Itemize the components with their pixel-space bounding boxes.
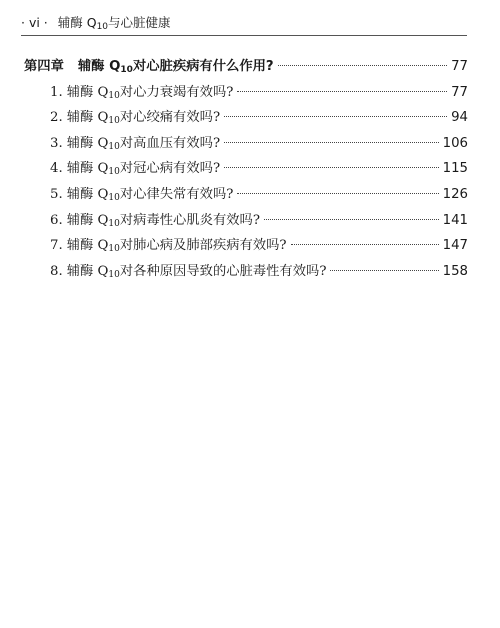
toc-item[interactable] (24, 234, 468, 260)
toc-item[interactable] (24, 209, 468, 235)
item-title: 辅酶 $Q_{10}$对冠心病有效吗? (66, 161, 221, 178)
item-title: 辅酶 $Q_{10}$对肺心病及肺部疾病有效吗? (66, 238, 287, 255)
dot-leader (224, 116, 447, 117)
dot-leader (237, 91, 447, 92)
item-page: 126 (442, 186, 468, 202)
toc-item[interactable] (24, 157, 468, 183)
item-page: 158 (442, 263, 468, 279)
item-number: 5. (50, 186, 63, 202)
item-title: 辅酶 $Q_{10}$对病毒性心肌炎有效吗? (66, 212, 260, 229)
item-number: 7. (50, 238, 63, 254)
chapter-page: 77 (451, 59, 468, 74)
dot-leader (291, 244, 439, 245)
item-page: 94 (451, 110, 468, 126)
toc-item[interactable] (24, 260, 468, 286)
header-page-number: · vi · (21, 15, 48, 30)
item-page: 77 (451, 84, 468, 100)
toc-item[interactable] (24, 132, 468, 158)
header-title: 辅酶 $Q_{10}$与心脏健康 (57, 15, 171, 32)
item-title: 辅酶 $Q_{10}$对心绞痛有效吗? (66, 110, 221, 127)
item-title: 辅酶 $Q_{10}$对各种原因导致的心脏毒性有效吗? (66, 263, 327, 280)
item-number: 6. (50, 212, 63, 228)
item-page: 141 (442, 212, 468, 228)
item-page: 147 (442, 238, 468, 254)
item-title: 辅酶 $Q_{10}$对高血压有效吗? (66, 135, 221, 152)
dot-leader (264, 219, 439, 220)
chapter-title: 辅酶 $Q_{10}$对心脏疾病有什么作用? (77, 59, 274, 75)
item-number: 1. (50, 84, 63, 100)
item-number: 4. (50, 161, 63, 177)
running-header (21, 14, 467, 32)
toc-item[interactable] (24, 183, 468, 209)
dot-leader (224, 142, 439, 143)
toc-chapter-entry[interactable] (24, 55, 468, 81)
chapter-number: 第四章 (24, 59, 64, 74)
dot-leader (224, 167, 439, 168)
header-rule (21, 35, 467, 36)
item-number: 3. (50, 135, 63, 151)
table-of-contents (24, 55, 468, 285)
item-title: 辅酶 $Q_{10}$对心律失常有效吗? (66, 186, 234, 203)
item-number: 8. (50, 263, 63, 279)
dot-leader (330, 270, 438, 271)
item-page: 115 (442, 161, 468, 177)
dot-leader (237, 193, 438, 194)
item-title: 辅酶 $Q_{10}$对心力衰竭有效吗? (66, 84, 234, 101)
toc-item[interactable] (24, 81, 468, 107)
dot-leader (278, 65, 447, 66)
item-number: 2. (50, 110, 63, 126)
item-page: 106 (442, 135, 468, 151)
toc-item[interactable] (24, 106, 468, 132)
